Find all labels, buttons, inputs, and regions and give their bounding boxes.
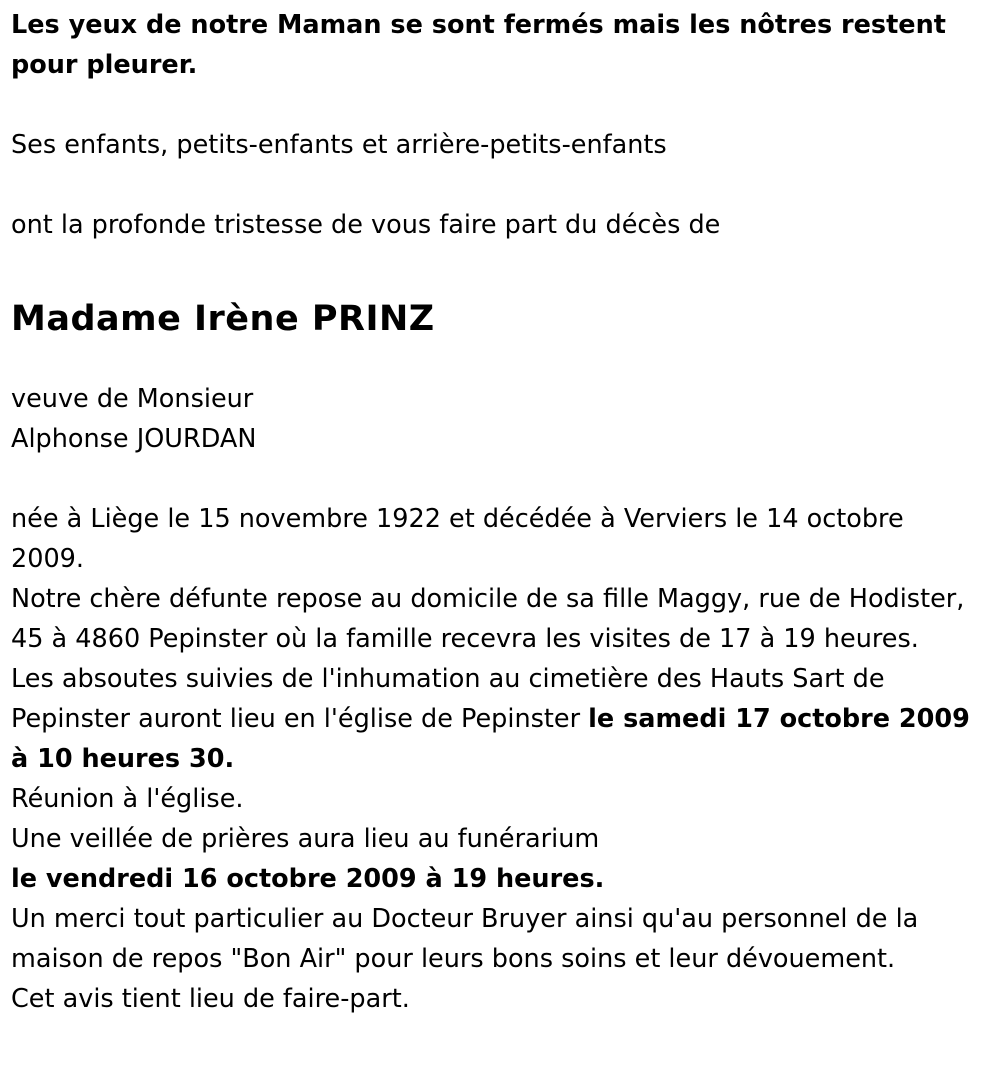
vigil-text: Une veillée de prières aura lieu au funérarium xyxy=(11,824,600,854)
funeral-text: Les absoutes suivies de l'inhumation au cimetière des Hauts Sart de Pepinster auront lieu en l'église de Pepinster xyxy=(11,664,885,734)
widow-of-line-1: veuve de Monsieur xyxy=(11,384,254,414)
announcement-line: ont la profonde tristesse de vous faire part du décès de xyxy=(11,210,721,240)
thanks-paragraph: Un merci tout particulier au Docteur Bruyer ainsi qu'au personnel de la maison de repos "Bon Air" pour leurs bons soins et leur dévouement. xyxy=(11,904,919,974)
widow-of-line-2: Alphonse JOURDAN xyxy=(11,424,257,454)
vigil-date-time: le vendredi 16 octobre 2009 à 19 heures. xyxy=(11,864,605,894)
closing-line: Cet avis tient lieu de faire-part. xyxy=(11,984,410,1014)
details-block xyxy=(11,499,980,1019)
funeral-date-time: le samedi 17 octobre 2009 à 10 heures 30. xyxy=(11,704,970,774)
family-line: Ses enfants, petits-enfants et arrière-petits-enfants xyxy=(11,130,667,160)
funeral-paragraph xyxy=(11,659,980,779)
meeting-line: Réunion à l'église. xyxy=(11,784,244,814)
birth-death-line: née à Liège le 15 novembre 1922 et décédée à Verviers le 14 octobre 2009. xyxy=(11,504,904,574)
epitaph: Les yeux de notre Maman se sont fermés mais les nôtres restent pour pleurer. xyxy=(11,10,946,80)
visitation-paragraph: Notre chère défunte repose au domicile de sa fille Maggy, rue de Hodister, 45 à 4860 Pepinster où la famille recevra les visites de 17 à 19 heures. xyxy=(11,584,965,654)
deceased-name: Madame Irène PRINZ xyxy=(11,299,435,339)
widow-of-block xyxy=(11,379,980,459)
